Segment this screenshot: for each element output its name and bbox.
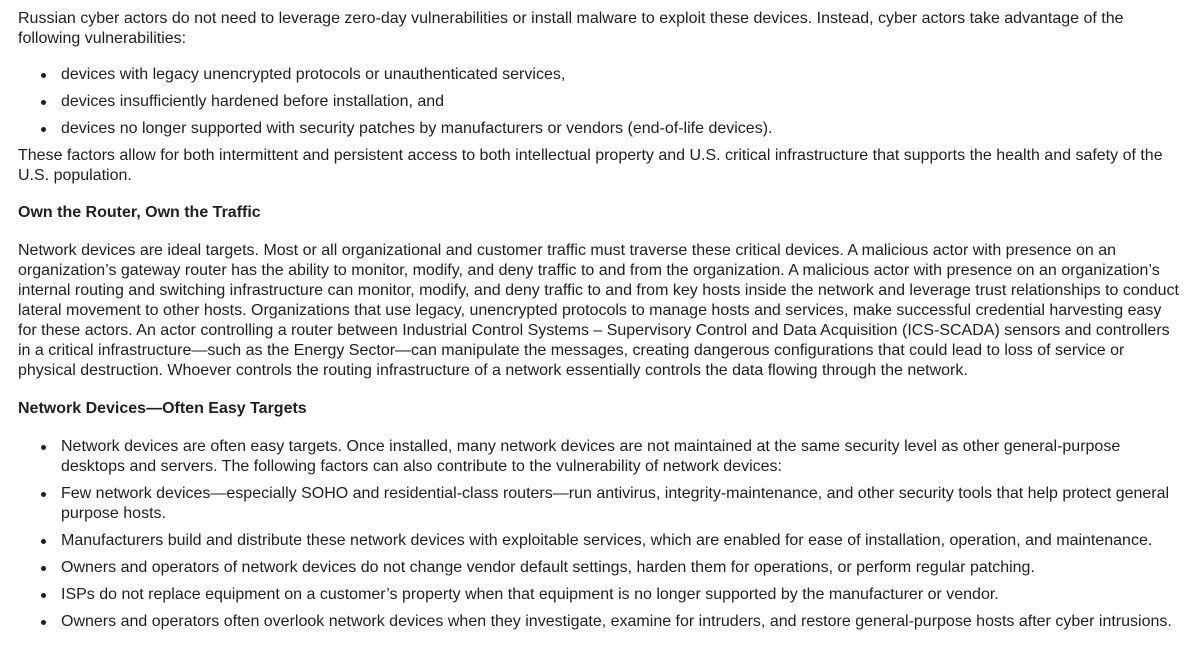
easy-targets-list [18,437,1182,632]
list-item: Network devices are often easy targets. Once installed, many network devices are not maintained at the same security level as other general-purpose desktops and servers. The following factors can also contribute to the vulnerability of network devices: [18,437,1182,477]
list-item: ISPs do not replace equipment on a customer’s property when that equipment is no longer supported by the manufacturer or vendor. [18,585,1182,605]
list-item: devices insufficiently hardened before installation, and [18,92,1182,112]
vulnerability-list [18,65,1182,139]
list-item: devices with legacy unencrypted protocols or unauthenticated services, [18,65,1182,85]
section-heading-router: Own the Router, Own the Traffic [18,204,261,221]
router-paragraph: Network devices are ideal targets. Most or all organizational and customer traffic must traverse these critical devices. A malicious actor with presence on an organization’s gateway router has the ability to monitor, modify, and deny traffic to and from the organization. A malicious actor with presence on an organization’s internal routing and switching infrastructure can monitor, modify, and deny traffic to and from key hosts inside the network and leverage trust relationships to conduct lateral movement to other hosts. Organizations that use legacy, unencrypted protocols to manage hosts and services, make successful credential harvesting easy for these actors. An actor controlling a router between Industrial Control Systems – Supervisory Control and Data Acquisition (ICS-SCADA) sensors and controllers in a critical infrastructure—such as the Energy Sector—can manipulate the messages, creating dangerous configurations that could lead to loss of service or physical destruction. Whoever controls the routing infrastructure of a network essentially controls the data flowing through the network. [18,242,1179,379]
list-item: Owners and operators of network devices do not change vendor default settings, harden them for operations, or perform regular patching. [18,558,1182,578]
factors-paragraph: These factors allow for both intermittent and persistent access to both intellectual property and U.S. critical infrastructure that supports the health and safety of the U.S. population. [18,147,1163,184]
list-item: devices no longer supported with security patches by manufacturers or vendors (end-of-life devices). [18,119,1182,139]
list-item: Few network devices—especially SOHO and residential-class routers—run antivirus, integrity-maintenance, and other security tools that help protect general purpose hosts. [18,484,1182,524]
section-heading-easy-targets: Network Devices—Often Easy Targets [18,400,307,417]
list-item: Owners and operators often overlook network devices when they investigate, examine for intruders, and restore general-purpose hosts after cyber intrusions. [18,612,1182,632]
list-item: Manufacturers build and distribute these network devices with exploitable services, which are enabled for ease of installation, operation, and maintenance. [18,531,1182,551]
intro-paragraph: Russian cyber actors do not need to leverage zero-day vulnerabilities or install malware to exploit these devices. Instead, cyber actors take advantage of the following vulnerabilities: [18,10,1124,47]
